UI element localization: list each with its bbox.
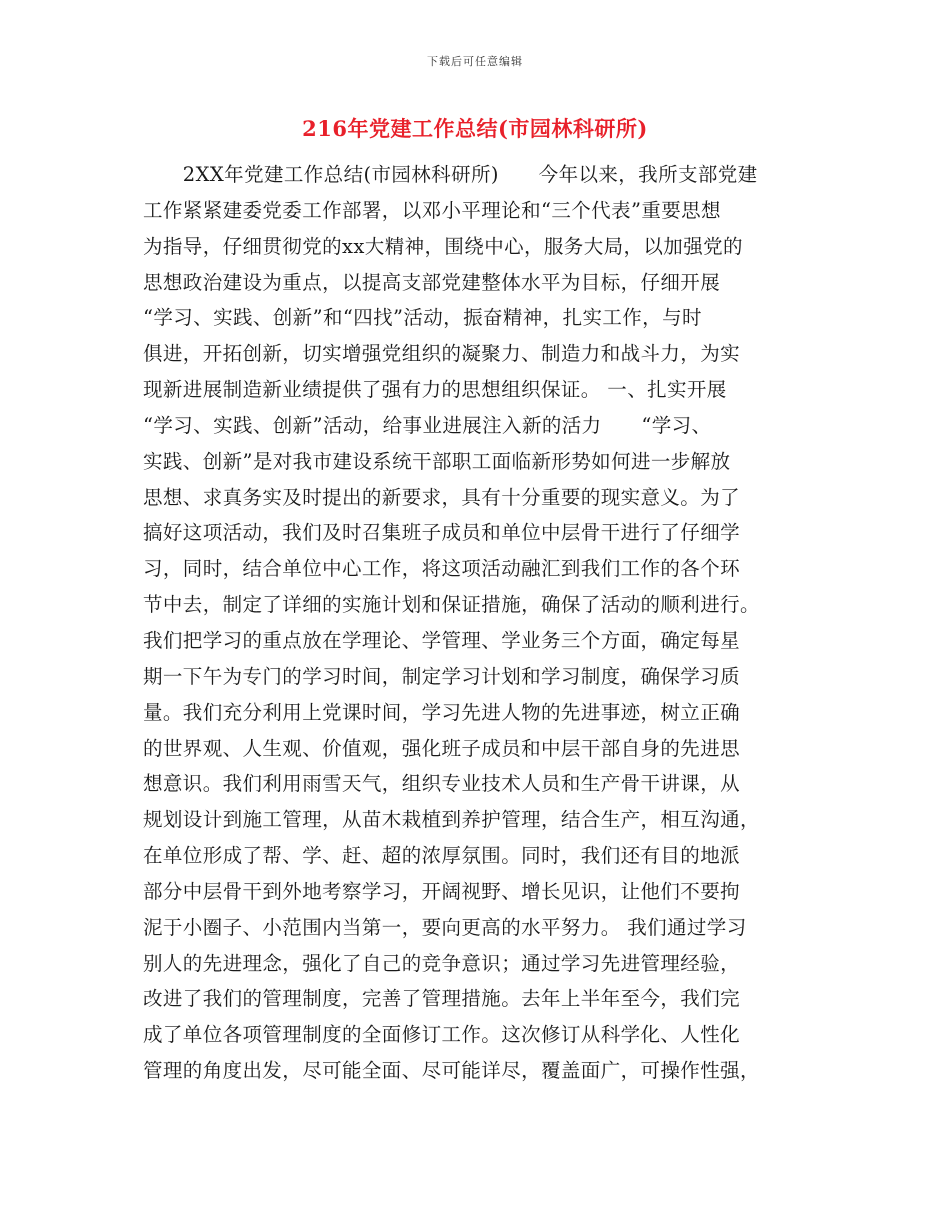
text-line: 想意识。我们利用雨雪天气，组织专业技术人员和生产骨干讲课，从 — [143, 772, 741, 796]
text-line: 别人的先进理念，强化了自己的竞争意识；通过学习先进管理经验， — [143, 951, 741, 975]
text-line: 节中去，制定了详细的实施计划和保证措施，确保了活动的顺利进行。 — [143, 593, 760, 617]
text-line: 管理的角度出发，尽可能全面、尽可能详尽，覆盖面广，可操作性强， — [143, 1059, 760, 1083]
text-line: 量。我们充分利用上党课时间，学习先进人物的先进事迹，树立正确 — [143, 700, 741, 724]
text-line: 工作紧紧建委党委工作部署，以邓小平理论和“三个代表”重要思想 — [143, 198, 721, 222]
text-line: 规划设计到施工管理，从苗木栽植到养护管理，结合生产，相互沟通， — [143, 808, 760, 832]
text-line: “学习、实践、创新”活动，给事业进展注入新的活力 “学习、 — [143, 413, 712, 437]
text-line: 2XX年党建工作总结(市园林科研所) 今年以来，我所支部党建 — [143, 163, 758, 186]
text-line: 实践、创新”是对我市建设系统干部职工面临新形势如何进一步解放 — [143, 449, 731, 473]
text-line: 思想、求真务实及时提出的新要求，具有十分重要的现实意义。为了 — [143, 485, 741, 509]
text-line: 思想政治建设为重点，以提高支部党建整体水平为目标，仔细开展 — [143, 270, 721, 294]
text-line: 习，同时，结合单位中心工作，将这项活动融汇到我们工作的各个环 — [143, 557, 741, 581]
text-line: 在单位形成了帮、学、赶、超的浓厚氛围。同时，我们还有目的地派 — [143, 844, 741, 868]
text-line: 为指导，仔细贯彻党的xx大精神，围绕中心，服务大局，以加强党的 — [143, 234, 743, 258]
document-title: 216年党建工作总结(市园林科研所) — [302, 116, 648, 141]
header-note: 下载后可任意编辑 — [427, 55, 523, 68]
text-line: 改进了我们的管理制度，完善了管理措施。去年上半年至今，我们完 — [143, 987, 741, 1011]
text-line: “学习、实践、创新”和“四找”活动，振奋精神，扎实工作，与时 — [143, 306, 702, 330]
text-line: 泥于小圈子、小范围内当第一，要向更高的水平努力。 我们通过学习 — [143, 915, 747, 939]
text-line: 现新进展制造新业绩提供了强有力的思想组织保证。 一、扎实开展 — [143, 378, 727, 402]
text-line: 部分中层骨干到外地考察学习，开阔视野、增长见识，让他们不要拘 — [143, 879, 741, 903]
text-line: 搞好这项活动，我们及时召集班子成员和单位中层骨干进行了仔细学 — [143, 521, 741, 545]
text-line: 成了单位各项管理制度的全面修订工作。这次修订从科学化、人性化 — [143, 1023, 741, 1047]
text-line: 俱进，开拓创新，切实增强党组织的凝聚力、制造力和战斗力，为实 — [143, 342, 741, 366]
text-line: 我们把学习的重点放在学理论、学管理、学业务三个方面，确定每星 — [143, 628, 741, 652]
text-line: 期一下午为专门的学习时间，制定学习计划和学习制度，确保学习质 — [143, 664, 741, 688]
text-line: 的世界观、人生观、价值观，强化班子成员和中层干部自身的先进思 — [143, 736, 741, 760]
document-body — [143, 157, 815, 1089]
